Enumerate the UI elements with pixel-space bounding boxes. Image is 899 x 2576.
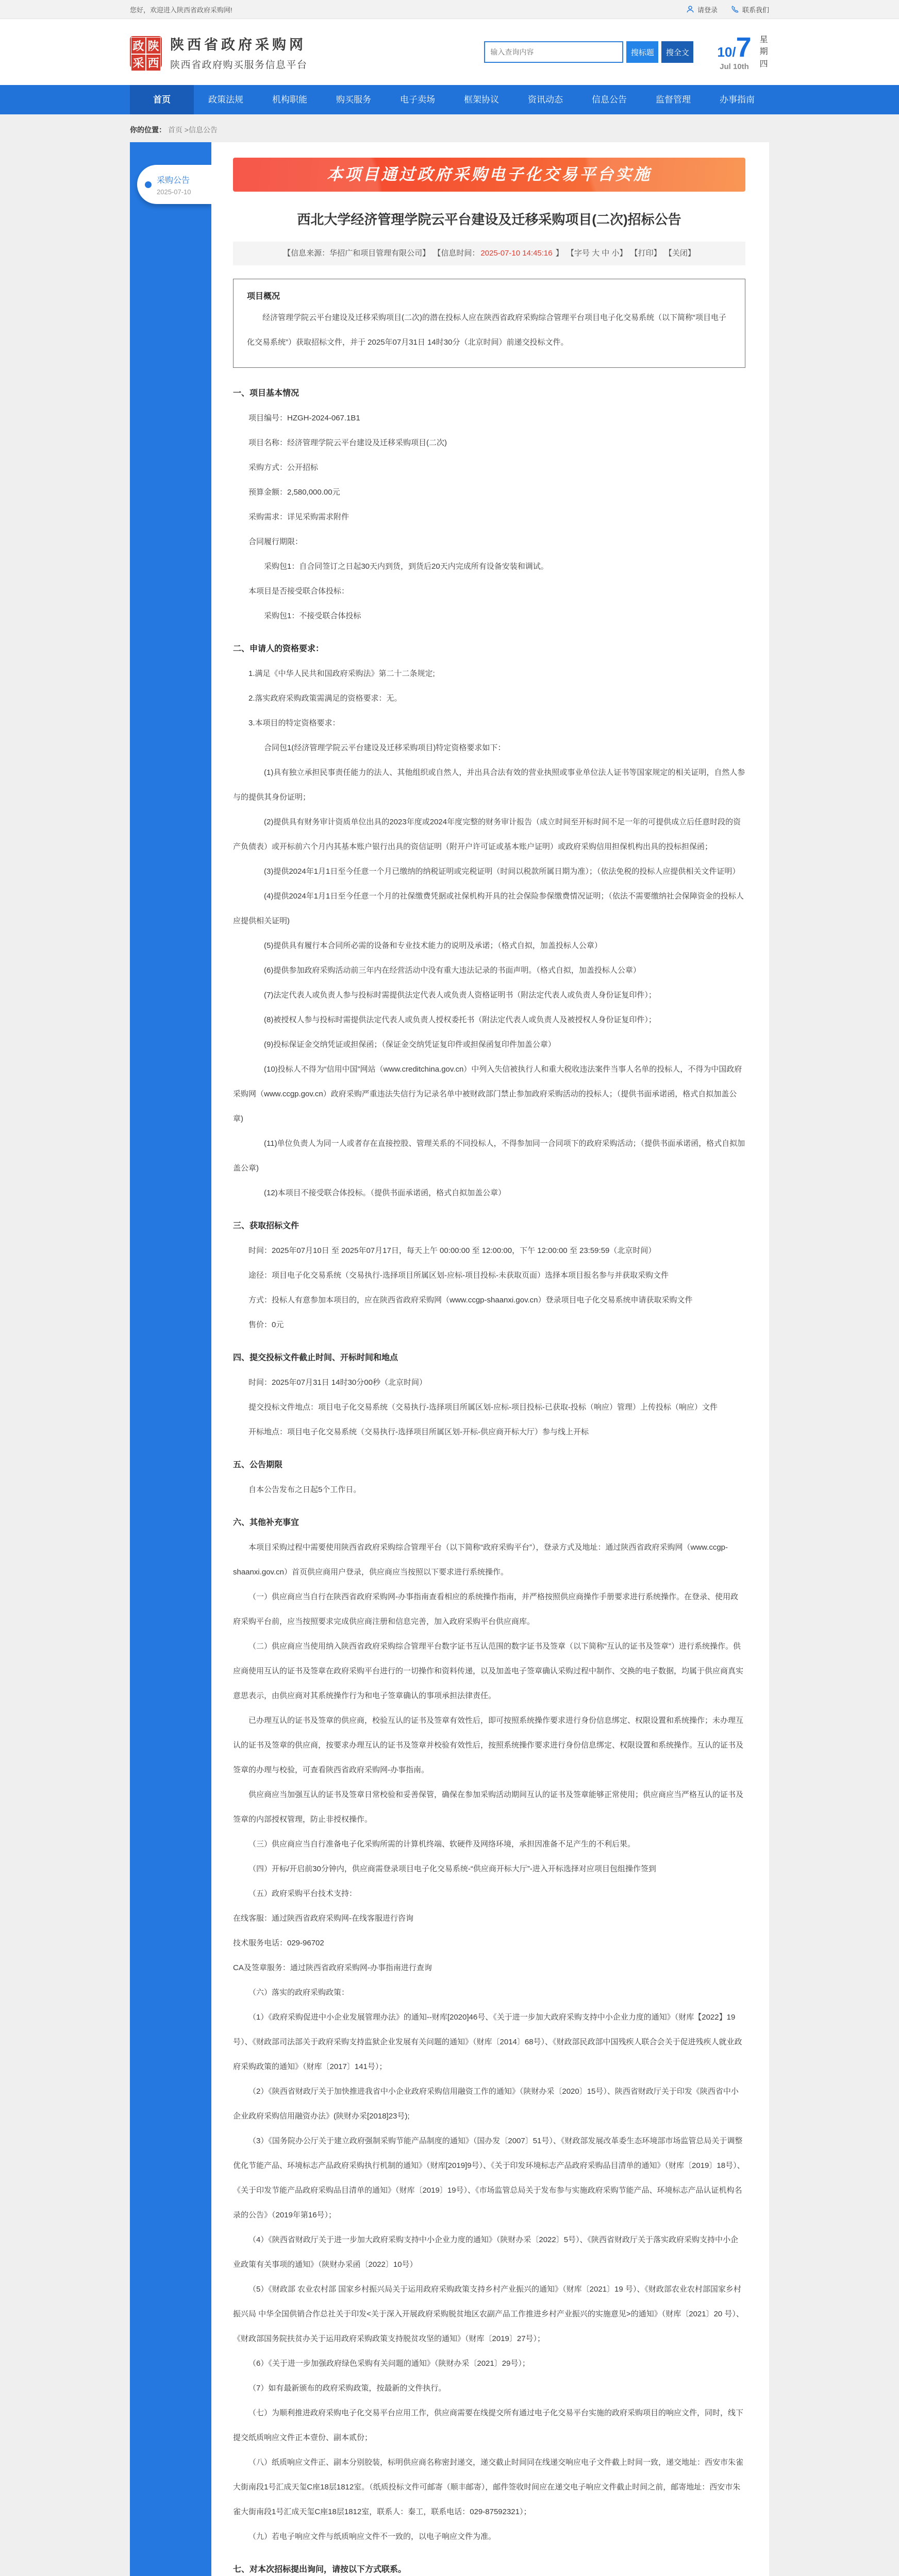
date-english: Jul 10th — [720, 62, 749, 71]
article-paragraph: 时间：2025年07月10日 至 2025年07月17日，每天上午 00:00:00 至 12:00:00，下午 12:00:00 至 23:59:59（北京时间） — [248, 1246, 656, 1255]
login-link[interactable]: 请登录 — [686, 5, 718, 14]
info-source: 【信息来源：华招广和项目管理有限公司】 — [283, 249, 430, 258]
breadcrumb-home-link[interactable]: 首页 — [168, 126, 182, 134]
section-heading: 一、项目基本情况 — [233, 389, 299, 398]
article-paragraph: （七）为顺利推进政府采购电子化交易平台应用工作，供应商需要在线提交所有通过电子化交易平台实施的政府采购项目的响应文件，同时，线下提交纸质响应文件正本壹份、副本贰份； — [233, 2409, 744, 2442]
article-paragraph: CA及签章服务：通过陕西省政府采购网-办事指南进行查询 — [233, 1963, 432, 1972]
article-paragraph: (10)投标人不得为“信用中国”网站（www.creditchina.gov.cn）中列入失信被执行人和重大税收违法案件当事人名单的投标人，不得为中国政府采购网（www.ccgp.gov.cn）政府采购严重违法失信行为记录名单中被财政部门禁止参加政府采购活动的投标人；（提供书面承诺函，格式自拟加盖公章) — [233, 1065, 742, 1123]
section-heading: 四、提交投标文件截止时间、开标时间和地点 — [233, 1353, 398, 1362]
article-paragraph: (4)提供2024年1月1日至今任意一个月的社保缴费凭据或社保机构开具的社会保险参保缴费情况证明；（依法不需要缴纳社会保障资金的投标人应提供相关证明) — [233, 892, 744, 925]
article-paragraph: 供应商应当加强互认的证书及签章日常校验和妥善保管，确保在参加采购活动期间互认的证书及签章能够正常使用；供应商应当严格互认的证书及签章的内部授权管理，防止非授权操作。 — [233, 1790, 744, 1824]
search-input[interactable] — [484, 41, 623, 63]
article-paragraph: （三）供应商应当自行准备电子化采购所需的计算机终端、软硬件及网络环境，承担因准备不足产生的不利后果。 — [248, 1840, 636, 1849]
article-paragraph: (11)单位负责人为同一人或者存在直接控股、管理关系的不同投标人，不得参加同一合同项下的政府采购活动；（提供书面承诺函，格式自拟加盖公章) — [233, 1139, 745, 1173]
article-paragraph: 途径：项目电子化交易系统（交易执行-选择项目所属区划-应标-项目投标-未获取页面）选择本项目报名参与并获取采购文件 — [248, 1271, 669, 1280]
article-paragraph: 项目名称：经济管理学院云平台建设及迁移采购项目(二次) — [248, 438, 447, 447]
article-paragraph: (1)具有独立承担民事责任能力的法人、其他组织或自然人，并出具合法有效的营业执照或事业单位法人证书等国家规定的相关证明，自然人参与的提供其身份证明； — [233, 768, 745, 802]
font-size-controls[interactable]: 【字号 大 中 小】 — [566, 249, 627, 258]
search-title-button[interactable]: 搜标题 — [626, 41, 658, 63]
weekday-label: 星期四 — [759, 36, 768, 69]
article-paragraph: (9)投标保证金交纳凭证或担保函；（保证金交纳凭证复印件或担保函复印件加盖公章） — [264, 1040, 556, 1049]
article-paragraph: 方式：投标人有意参加本项目的，应在陕西省政府采购网（www.ccgp-shaanxi.gov.cn）登录项目电子化交易系统申请获取采购文件 — [248, 1296, 693, 1304]
article-paragraph: 在线客服：通过陕西省政府采购网-在线客服进行咨询 — [233, 1914, 413, 1923]
section-heading: 三、获取招标文件 — [233, 1222, 299, 1230]
article-paragraph: 自本公告发布之日起5个工作日。 — [248, 1485, 361, 1494]
breadcrumb-label: 你的位置： — [130, 126, 166, 134]
nav-item-4[interactable]: 购买服务 — [336, 95, 371, 105]
article-paragraph: 项目编号：HZGH-2024-067.1B1 — [248, 414, 360, 422]
article-paragraph: （6）《关于进一步加强政府绿色采购有关问题的通知》（陕财办采〔2021〕29号）； — [248, 2359, 530, 2368]
contact-link[interactable]: 联系我们 — [731, 5, 769, 14]
site-logo[interactable]: 政 陕 采 西 — [130, 36, 162, 68]
nav-item-7[interactable]: 资讯动态 — [528, 95, 563, 105]
section-heading: 二、申请人的资格要求： — [233, 645, 324, 653]
article-paragraph: 2.落实政府采购政策需满足的资格要求：无。 — [248, 694, 402, 703]
article-paragraph: (2)提供具有财务审计资质单位出具的2023年度或2024年度完整的财务审计报告（成立时间至开标时间不足一年的可提供成立后任意时段的资产负债表）或开标前六个月内其基本账户银行出具的资信证明（附开户许可证或基本账户证明）或政府采购信用担保机构出具的投标担保函； — [233, 818, 741, 851]
nav-item-2[interactable]: 政策法规 — [208, 95, 243, 105]
top-bar — [0, 0, 899, 19]
article-paragraph: 3.本项目的特定资格要求： — [248, 719, 340, 727]
article-meta-bar: 【信息来源：华招广和项目管理有限公司】 【信息时间： 2025-07-10 14:45:16 】 【字号 大 中 小】 【打印】 【关闭】 — [233, 242, 745, 265]
article-paragraph: (7)法定代表人或负责人参与投标时需提供法定代表人或负责人资格证明书（附法定代表人或负责人身份证复印件）； — [264, 991, 656, 999]
nav-item-1[interactable]: 首页 — [130, 85, 194, 114]
nav-item-3[interactable]: 机构职能 — [272, 95, 307, 105]
site-subtitle: 陕西省政府购买服务信息平台 — [170, 59, 308, 71]
article-paragraph: 采购需求：详见采购需求附件 — [248, 513, 349, 521]
sidebar-tag-title: 采购公告 — [157, 176, 190, 185]
site-header — [0, 19, 899, 85]
article-paragraph: 合同包1(经济管理学院云平台建设及迁移采购项目)特定资格要求如下： — [264, 743, 506, 752]
breadcrumb — [130, 125, 769, 135]
section-heading: 七、对本次招标提出询问，请按以下方式联系。 — [233, 2565, 407, 2574]
article-paragraph: 售价：0元 — [248, 1320, 284, 1329]
welcome-text: 您好，欢迎进入陕西省政府采购网! — [130, 6, 232, 14]
article-paragraph: （九）若电子响应文件与纸质响应文件不一致的，以电子响应文件为准。 — [248, 2532, 496, 2541]
article-paragraph: （四）开标/开启前30分钟内，供应商需登录项目电子化交易系统-“供应商开标大厅”-进入开标选择对应项目包组操作签到 — [248, 1865, 656, 1873]
e-trading-platform-banner: 本项目通过政府采购电子化交易平台实施 — [233, 158, 745, 192]
article-paragraph: 开标地点：项目电子化交易系统（交易执行-选择项目所属区划-开标-供应商开标大厅）参与线上开标 — [248, 1428, 589, 1436]
sidebar-tag-date: 2025-07-10 — [157, 188, 191, 196]
left-sidebar — [130, 142, 211, 2576]
section-heading: 五、公告期限 — [233, 1461, 283, 1469]
print-button[interactable]: 【打印】 — [630, 249, 661, 258]
info-time-label: 【信息时间： — [433, 249, 480, 258]
article-paragraph: （二）供应商应当使用纳入陕西省政府采购综合管理平台数字证书互认范围的数字证书及签章（以下简称“互认的证书及签章”）进行系统操作。供应商使用互认的证书及签章在政府采购平台进行的一切操作和资料传递，以及加盖电子签章确认采购过程中制作、交换的电子数据，均属于供应商真实意思表示，由供应商对其系统操作行为和电子签章确认的事项承担法律责任。 — [233, 1642, 744, 1700]
article-paragraph: （八）纸质响应文件正、副本分别胶装，标明供应商名称密封递交，递交截止时间同在线递交响应电子文件截上时间一致，递交地址：西安市朱雀大街南段1号汇成天玺C座18层1812室。（纸质投标文件可邮寄（顺丰邮寄），邮件签收时间应在递交电子响应文件截止时间之前，邮寄地址：西安市朱雀大街南段1号汇成天玺C座18层1812室，联系人：秦工，联系电话：029-87592321）； — [233, 2458, 744, 2516]
user-icon — [686, 5, 694, 13]
sidebar-item-procurement-notice[interactable] — [137, 165, 211, 204]
nav-item-9[interactable]: 监督管理 — [656, 95, 691, 105]
article-paragraph: （六）落实的政府采购政策： — [248, 1988, 349, 1997]
article-paragraph: 本项目是否接受联合体投标： — [248, 587, 349, 596]
article-paragraph: 采购包1：不接受联合体投标 — [264, 612, 361, 620]
article-paragraph: 预算金额：2,580,000.00元 — [248, 488, 340, 497]
phone-icon — [731, 5, 739, 13]
date-month: 10/ — [717, 44, 736, 60]
main-nav — [0, 85, 899, 114]
breadcrumb-separator: > — [184, 126, 189, 134]
article-paragraph: 已办理互认的证书及签章的供应商，校验互认的证书及签章有效性后，即可按照系统操作要求进行身份信息绑定、权限设置和系统操作；未办理互认的证书及签章的供应商，按要求办理互认的证书及签章并校验有效性后，按照系统操作要求进行身份信息绑定、权限设置和系统操作。互认的证书及签章的办理与校验，可查看陕西省政府采购网-办事指南。 — [233, 1716, 744, 1774]
article-paragraph: 1.满足《中华人民共和国政府采购法》第二十二条规定; — [248, 669, 435, 678]
article-paragraph: 技术服务电话：029-96702 — [233, 1939, 324, 1947]
nav-item-6[interactable]: 框架协议 — [464, 95, 499, 105]
main-area — [130, 142, 769, 2576]
date-widget — [717, 33, 769, 71]
bullet-dot-icon — [145, 181, 152, 188]
article-paragraph: （7）如有最新颁布的政府采购政策，按最新的文件执行。 — [248, 2384, 446, 2393]
article-paragraph: 提交投标文件地点：项目电子化交易系统（交易执行-选择项目所属区划-应标-项目投标-已获取-投标（响应）管理）上传投标（响应）文件 — [248, 1403, 718, 1412]
project-overview-box — [233, 279, 745, 368]
nav-item-10[interactable]: 办事指南 — [720, 95, 755, 105]
article-paragraph: 采购方式：公开招标 — [248, 463, 319, 472]
article-paragraph: (6)提供参加政府采购活动前三年内在经营活动中没有重大违法记录的书面声明。（格式自拟，加盖投标人公章） — [264, 966, 641, 975]
info-time-value: 2025-07-10 14:45:16 — [480, 249, 553, 258]
article-paragraph: 采购包1：自合同签订之日起30天内到货，到货后20天内完成所有设备安装和调试。 — [264, 562, 548, 571]
article-paragraph: （5）《财政部 农业农村部 国家乡村振兴局关于运用政府采购政策支持乡村产业振兴的通知》（财库〔2021〕19 号）、《财政部农业农村部国家乡村振兴局 中华全国供销合作总社关于印发<关于深入开展政府采购脱贫地区农副产品工作推进乡村产业振兴的实施意见>的通知》（财库〔2021〕20 号）、《财政部国务院扶贫办关于运用政府采购政策支持脱贫攻坚的通知》（财库〔2019〕27号）； — [233, 2285, 744, 2343]
article-paragraph: （3）《国务院办公厅关于建立政府强制采购节能产品制度的通知》（国办发〔2007〕51号）、《财政部发展改革委生态环境部市场监管总局关于调整优化节能产品、环境标志产品政府采购执行机制的通知》（财库[2019]9号）、《关于印发环境标志产品政府采购品目清单的通知》（财库〔2019〕18号）、《关于印发节能产品政府采购品目清单的通知》（财库〔2019〕19号）、《市场监管总局关于发布参与实施政府采购节能产品、环境标志产品认证机构名录的公告》（2019年第16号）； — [233, 2137, 745, 2219]
article-paragraph: (12)本项目不接受联合体投标。（提供书面承诺函，格式自拟加盖公章） — [264, 1189, 506, 1197]
nav-item-8[interactable]: 信息公告 — [592, 95, 627, 105]
search-area — [484, 41, 693, 63]
article-paragraph: 本项目采购过程中需要使用陕西省政府采购综合管理平台（以下简称“政府采购平台”），登录方式及地址：通过陕西省政府采购网（www.ccgp-shaanxi.gov.cn）首页供应商用户登录，供应商应当按照以下要求进行系统操作。 — [233, 1543, 728, 1577]
close-button[interactable]: 【关闭】 — [664, 249, 695, 258]
article-paragraph: (8)被授权人参与投标时需提供法定代表人或负责人授权委托书（附法定代表人或负责人及被授权人身份证复印件）； — [264, 1015, 656, 1024]
article-paragraph: （4）《陕西省财政厅关于进一步加大政府采购支持中小企业力度的通知》（陕财办采〔2022〕5号）、《陕西省财政厅关于落实政府采购支持中小企业政策有关事项的通知》（陕财办采函〔2022〕10号） — [233, 2235, 739, 2269]
article-paragraph: （1）《政府采购促进中小企业发展管理办法》的通知--财库[2020]46号、《关于进一步加大政府采购支持中小企业力度的通知》（财库【2022】19号）、《财政部司法部关于政府采购支持监狱企业发展有关问题的通知》（财库〔2014〕68号）、《财政部民政部中国残疾人联合会关于促进残疾人就业政府采购政策的通知》（财库〔2017〕141号）； — [233, 2013, 742, 2071]
site-title: 陕西省政府采购网 — [170, 37, 306, 53]
section-heading: 六、其他补充事宜 — [233, 1518, 299, 1527]
article-body — [233, 381, 745, 2576]
article-paragraph: （五）政府采购平台技术支持： — [248, 1889, 357, 1898]
nav-item-5[interactable]: 电子卖场 — [400, 95, 435, 105]
overview-heading: 项目概况 — [247, 292, 280, 301]
article-paragraph: （一）供应商应当自行在陕西省政府采购网-办事指南查看相应的系统操作指南，并严格按照供应商操作手册要求进行系统操作。在登录、使用政府采购平台前，应当按照要求完成供应商注册和信息完善，加入政府采购平台供应商库。 — [233, 1592, 739, 1626]
page-title: 西北大学经济管理学院云平台建设及迁移采购项目(二次)招标公告 — [297, 212, 681, 227]
date-day: 7 — [736, 31, 752, 63]
article-paragraph: 时间：2025年07月31日 14时30分00秒（北京时间） — [248, 1378, 427, 1387]
article-paragraph: 合同履行期限： — [248, 537, 303, 546]
overview-body: 经济管理学院云平台建设及迁移采购项目(二次)的潜在投标人应在陕西省政府采购综合管理平台项目电子化交易系统（以下简称“项目电子化交易系统”）获取招标文件，并于 2025年07月31日 14时30分（北京时间）前递交投标文件。 — [247, 313, 726, 347]
article-paragraph: (3)提供2024年1月1日至今任意一个月已缴纳的纳税证明或完税证明（时间以税款所属日期为准）；（依法免税的投标人应提供相关文件证明） — [264, 867, 740, 876]
article-paragraph: (5)提供具有履行本合同所必需的设备和专业技术能力的说明及承诺；（格式自拟，加盖投标人公章） — [264, 941, 602, 950]
breadcrumb-current-link[interactable]: 信息公告 — [188, 126, 218, 134]
article-content — [211, 142, 769, 2576]
article-paragraph: （2）《陕西省财政厅关于加快推进我省中小企业政府采购信用融资工作的通知》（陕财办采〔2020〕15号）、陕西省财政厅关于印发《陕西省中小企业政府采购信用融资办法》(陕财办采[2018]23号); — [233, 2087, 739, 2121]
search-fulltext-button[interactable]: 搜全文 — [661, 41, 693, 63]
